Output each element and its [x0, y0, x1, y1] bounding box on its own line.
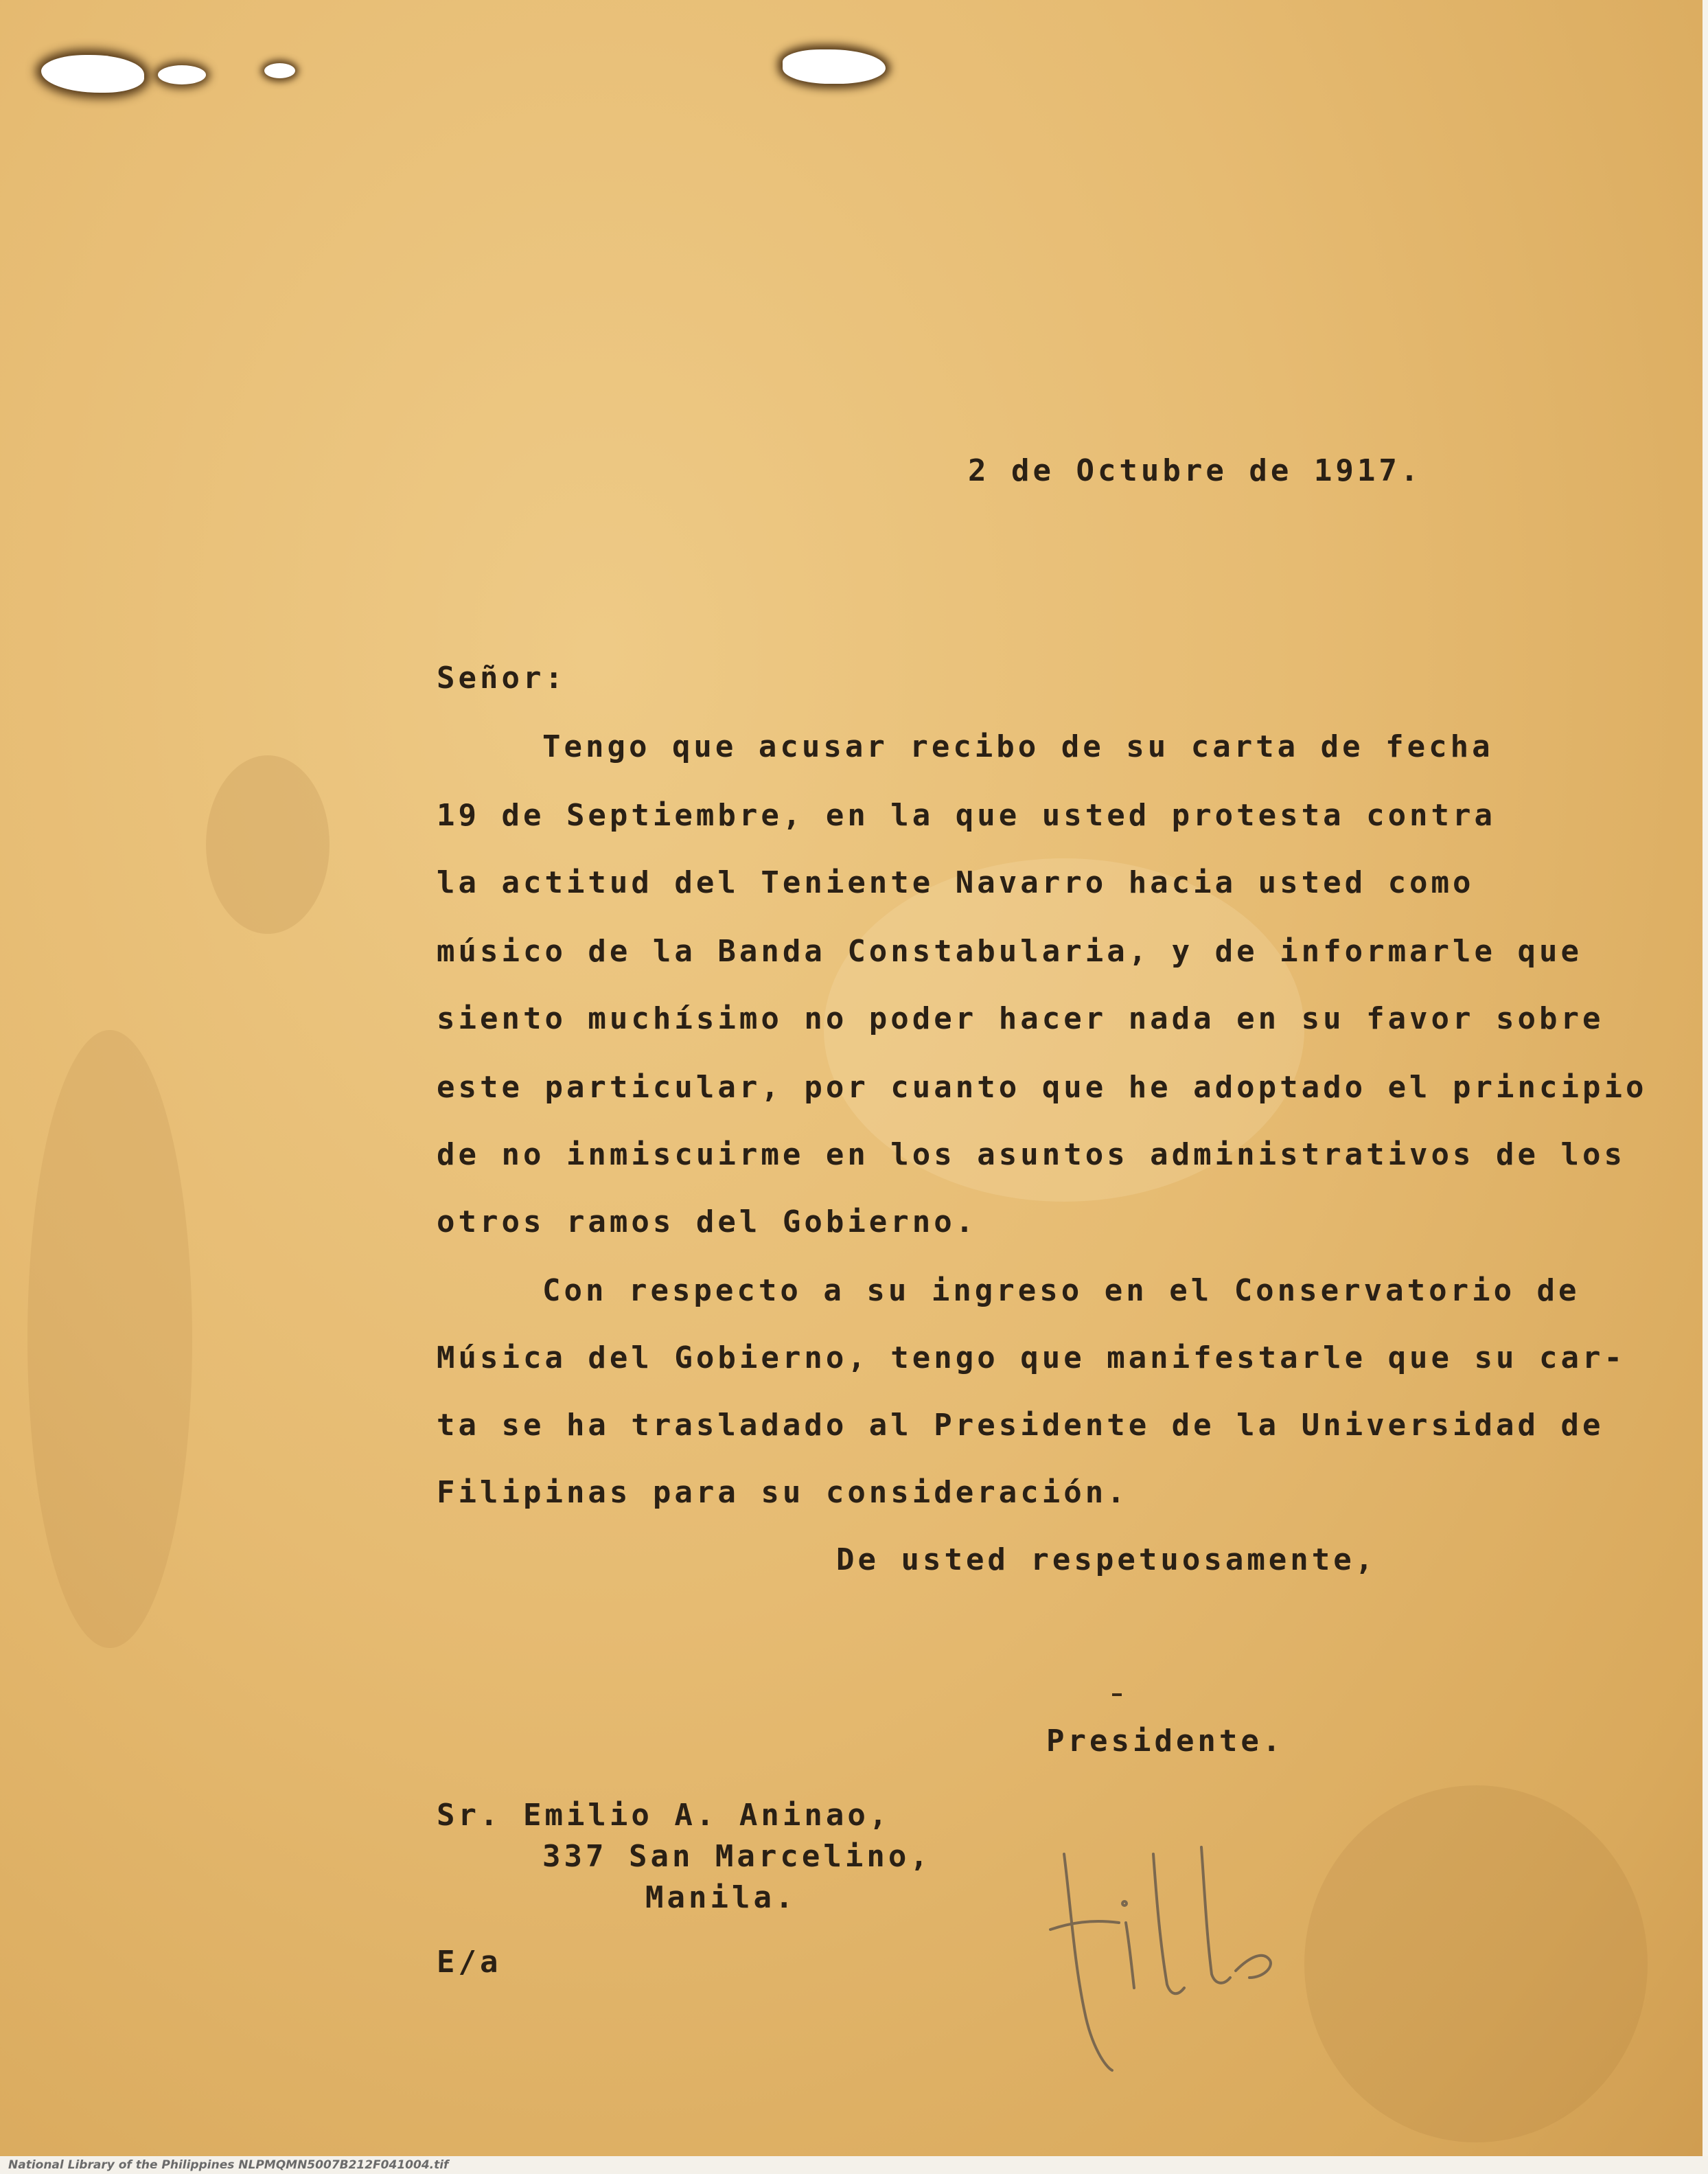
paper-stain — [206, 755, 330, 934]
body-line: músico de la Banda Constabularia, y de informarle que — [437, 934, 1582, 969]
recipient-street: 337 San Marcelino, — [542, 1839, 932, 1874]
torn-hole — [264, 63, 295, 78]
torn-hole — [158, 65, 206, 84]
paper-stain — [27, 1030, 192, 1648]
signatory-title: Presidente. — [1046, 1724, 1284, 1759]
salutation: Señor: — [437, 661, 566, 696]
paper-stain — [1304, 1785, 1648, 2142]
torn-hole — [783, 49, 886, 84]
body-line: Filipinas para su consideración. — [437, 1475, 1129, 1510]
recipient-city: Manila. — [645, 1880, 797, 1915]
handwritten-file-annotation — [1043, 1827, 1332, 2087]
recipient-name: Sr. Emilio A. Aninao, — [437, 1798, 891, 1833]
torn-hole — [41, 55, 144, 93]
scan-edge — [1703, 0, 1708, 2156]
archive-caption: National Library of the Philippines NLPMQMN5007B212F041004.tif — [0, 2156, 1708, 2174]
body-line: la actitud del Teniente Navarro hacia usted como — [437, 865, 1475, 900]
closing: De usted respetuosamente, — [836, 1542, 1377, 1577]
body-line: otros ramos del Gobierno. — [437, 1204, 978, 1239]
body-line: Tengo que acusar recibo de su carta de fecha — [542, 729, 1494, 764]
body-line: siento muchísimo no poder hacer nada en su favor sobre — [437, 1001, 1604, 1036]
body-line: Música del Gobierno, tengo que manifestarle que su car- — [437, 1340, 1626, 1375]
letter-date: 2 de Octubre de 1917. — [968, 453, 1422, 488]
ink-mark — [1112, 1693, 1122, 1696]
body-line: este particular, por cuanto que he adoptado el principio — [437, 1070, 1648, 1105]
typist-initials: E/a — [437, 1945, 502, 1980]
body-line: Con respecto a su ingreso en el Conservatorio de — [542, 1273, 1580, 1308]
body-line: 19 de Septiembre, en la que usted protesta contra — [437, 798, 1497, 833]
body-line: ta se ha trasladado al Presidente de la Universidad de — [437, 1408, 1604, 1443]
body-line: de no inmiscuirme en los asuntos administrativos de los — [437, 1137, 1626, 1172]
